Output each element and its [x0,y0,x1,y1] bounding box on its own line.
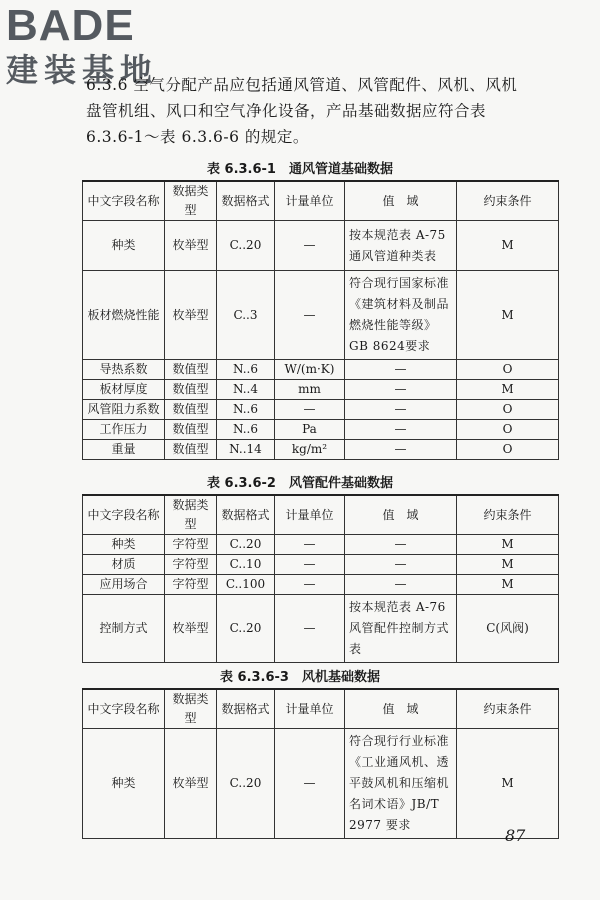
field-name-cell: 板材厚度 [83,380,165,400]
column-header: 计量单位 [275,495,345,535]
value-domain-cell: — [345,400,457,420]
column-header: 中文字段名称 [83,495,165,535]
data-format-cell: N..4 [217,380,275,400]
table2-duct-fitting-basic-data [82,494,559,663]
column-header: 值 域 [345,181,457,221]
field-name-cell: 重量 [83,440,165,460]
table-row [83,555,559,575]
field-name-cell: 种类 [83,535,165,555]
logo-brand: BADE [6,1,135,50]
unit-cell: — [275,729,345,839]
unit-cell: — [275,555,345,575]
unit-cell: kg/m² [275,440,345,460]
data-format-cell: C..10 [217,555,275,575]
logo-tagline: 建装基地 [6,51,159,89]
column-header: 计量单位 [275,181,345,221]
field-name-cell: 工作压力 [83,420,165,440]
value-domain-cell: — [345,575,457,595]
column-header: 中文字段名称 [83,181,165,221]
constraint-cell: M [457,221,559,271]
column-header: 数据类型 [165,181,217,221]
field-name-cell: 材质 [83,555,165,575]
field-name-cell: 种类 [83,729,165,839]
table-row [83,595,559,663]
intro-paragraph [86,72,556,150]
unit-cell: — [275,400,345,420]
data-type-cell: 数值型 [165,400,217,420]
value-domain-cell: 按本规范表 A-76 风管配件控制方式表 [345,595,457,663]
table1-duct-basic-data [82,180,559,460]
value-domain-cell: 符合现行国家标准《建筑材料及制品燃烧性能等级》GB 8624要求 [345,271,457,360]
constraint-cell: M [457,535,559,555]
value-domain-cell: 符合现行行业标准《工业通风机、透平鼓风机和压缩机名词术语》JB/T 2977 要求 [345,729,457,839]
column-header: 数据类型 [165,495,217,535]
column-header: 中文字段名称 [83,689,165,729]
intro-line: 盘管机组、风口和空气净化设备，产品基础数据应符合表 [86,102,487,120]
table-header-row [83,689,559,729]
unit-cell: — [275,575,345,595]
column-header: 值 域 [345,689,457,729]
data-format-cell: N..14 [217,440,275,460]
value-domain-cell: — [345,420,457,440]
value-domain-cell: — [345,535,457,555]
table-row [83,575,559,595]
data-type-cell: 数值型 [165,380,217,400]
data-format-cell: C..20 [217,221,275,271]
data-type-cell: 数值型 [165,360,217,380]
intro-line: 6.3.6 空气分配产品应包括通风管道、风管配件、风机、风机 [86,76,518,94]
table-header-row [83,495,559,535]
data-type-cell: 数值型 [165,440,217,460]
unit-cell: — [275,221,345,271]
table-row [83,380,559,400]
table-header-row [83,181,559,221]
constraint-cell: M [457,555,559,575]
data-format-cell: C..20 [217,595,275,663]
constraint-cell: C(风阀) [457,595,559,663]
column-header: 约束条件 [457,181,559,221]
table-row [83,440,559,460]
unit-cell: Pa [275,420,345,440]
column-header: 数据格式 [217,689,275,729]
constraint-cell: M [457,575,559,595]
data-type-cell: 字符型 [165,575,217,595]
column-header: 数据格式 [217,495,275,535]
table3-caption: 表 6.3.6-3 风机基础数据 [220,670,380,685]
intro-line: 6.3.6-1～表 6.3.6-6 的规定。 [86,128,309,146]
data-type-cell: 枚举型 [165,221,217,271]
page-number: 87 [505,826,526,845]
field-name-cell: 控制方式 [83,595,165,663]
data-type-cell: 字符型 [165,555,217,575]
data-format-cell: N..6 [217,360,275,380]
column-header: 计量单位 [275,689,345,729]
constraint-cell: O [457,360,559,380]
constraint-cell: O [457,400,559,420]
unit-cell: mm [275,380,345,400]
constraint-cell: M [457,729,559,839]
column-header: 值 域 [345,495,457,535]
field-name-cell: 应用场合 [83,575,165,595]
column-header: 约束条件 [457,495,559,535]
unit-cell: W/(m·K) [275,360,345,380]
value-domain-cell: — [345,360,457,380]
field-name-cell: 种类 [83,221,165,271]
column-header: 数据格式 [217,181,275,221]
column-header: 数据类型 [165,689,217,729]
data-type-cell: 数值型 [165,420,217,440]
table1-caption: 表 6.3.6-1 通风管道基础数据 [207,162,393,177]
constraint-cell: M [457,380,559,400]
table3-fan-basic-data [82,688,559,839]
unit-cell: — [275,595,345,663]
column-header: 约束条件 [457,689,559,729]
unit-cell: — [275,271,345,360]
data-format-cell: C..20 [217,535,275,555]
data-type-cell: 枚举型 [165,271,217,360]
data-format-cell: C..100 [217,575,275,595]
table-row [83,400,559,420]
data-format-cell: N..6 [217,400,275,420]
value-domain-cell: — [345,380,457,400]
table-row [83,729,559,839]
table-row [83,420,559,440]
table-row [83,535,559,555]
data-type-cell: 枚举型 [165,729,217,839]
table2-caption: 表 6.3.6-2 风管配件基础数据 [207,476,393,491]
unit-cell: — [275,535,345,555]
data-type-cell: 字符型 [165,535,217,555]
table-row [83,221,559,271]
constraint-cell: M [457,271,559,360]
table-row [83,271,559,360]
field-name-cell: 导热系数 [83,360,165,380]
value-domain-cell: — [345,440,457,460]
data-type-cell: 枚举型 [165,595,217,663]
constraint-cell: O [457,440,559,460]
constraint-cell: O [457,420,559,440]
data-format-cell: C..20 [217,729,275,839]
value-domain-cell: 按本规范表 A-75 通风管道种类表 [345,221,457,271]
value-domain-cell: — [345,555,457,575]
data-format-cell: C..3 [217,271,275,360]
field-name-cell: 风管阻力系数 [83,400,165,420]
table-row [83,360,559,380]
data-format-cell: N..6 [217,420,275,440]
field-name-cell: 板材燃烧性能 [83,271,165,360]
